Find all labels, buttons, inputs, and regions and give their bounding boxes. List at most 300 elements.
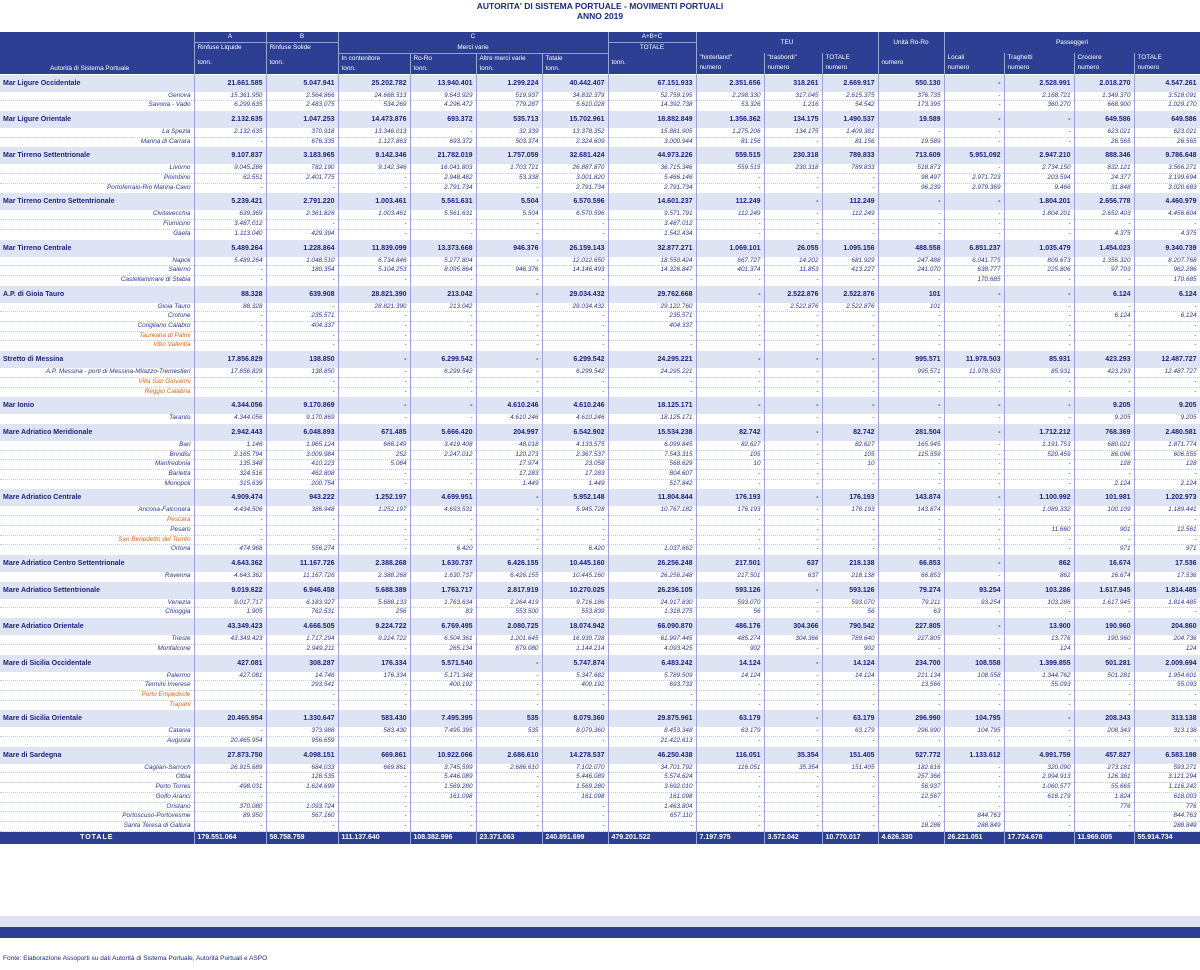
value-cell: 6.124 <box>1134 285 1200 303</box>
value-cell: 2.351.656 <box>696 74 764 92</box>
authority-name: Mare di Sardegna <box>0 746 194 764</box>
value-cell: - <box>1074 644 1134 654</box>
value-cell: 296.990 <box>878 727 944 736</box>
value-cell: 81.156 <box>696 137 764 147</box>
value-cell: 9.205 <box>1074 397 1134 415</box>
value-cell: 63.179 <box>822 727 878 736</box>
value-cell: - <box>822 275 878 285</box>
value-cell: - <box>542 341 608 351</box>
value-cell: - <box>944 387 1004 397</box>
total-cell: 55.914.734 <box>1134 831 1200 844</box>
value-cell: - <box>764 545 822 555</box>
value-cell: 404.337 <box>608 322 696 332</box>
value-cell: 556.274 <box>266 545 338 555</box>
value-cell: - <box>1004 470 1074 480</box>
value-cell: - <box>878 690 944 700</box>
value-cell: 1.624.699 <box>266 783 338 793</box>
value-cell: - <box>1004 608 1074 618</box>
port-name: Venezia <box>0 599 194 608</box>
value-cell: 252 <box>338 450 410 460</box>
value-cell: - <box>878 644 944 654</box>
value-cell: 4.344.056 <box>194 414 266 423</box>
value-cell: 63.179 <box>822 710 878 728</box>
value-cell: 62.551 <box>194 174 266 184</box>
value-cell: - <box>764 489 822 507</box>
footer-spacer <box>0 916 1200 927</box>
value-cell: - <box>878 387 944 397</box>
value-cell: - <box>338 174 410 184</box>
value-cell: - <box>338 516 410 526</box>
value-cell: 85.931 <box>1004 351 1074 369</box>
value-cell: - <box>764 183 822 193</box>
value-cell: - <box>194 377 266 387</box>
value-cell: - <box>476 525 542 535</box>
value-cell: - <box>266 303 338 312</box>
value-cell: - <box>944 555 1004 573</box>
value-cell: - <box>1074 341 1134 351</box>
port-row <box>0 608 1200 618</box>
value-cell: 55.093 <box>1134 681 1200 691</box>
value-cell: - <box>1134 516 1200 526</box>
value-cell: - <box>542 312 608 322</box>
footer-band <box>0 927 1200 938</box>
value-cell: 3.518.091 <box>1134 92 1200 101</box>
value-cell: - <box>476 821 542 831</box>
value-cell: 304.366 <box>764 618 822 636</box>
value-cell: - <box>764 516 822 526</box>
value-cell: 3.487.012 <box>194 220 266 230</box>
value-cell: 200.754 <box>266 479 338 489</box>
value-cell: 82.742 <box>696 423 764 441</box>
value-cell: 668.900 <box>1074 101 1134 111</box>
value-cell: 902 <box>822 644 878 654</box>
value-cell: 112.249 <box>696 210 764 219</box>
value-cell: - <box>410 414 476 423</box>
value-cell: 2.669.917 <box>822 74 878 92</box>
value-cell: 135.348 <box>194 460 266 470</box>
value-cell: 498.031 <box>194 783 266 793</box>
value-cell: 182.616 <box>878 764 944 773</box>
value-cell: - <box>764 220 822 230</box>
value-cell: 3.692.010 <box>608 783 696 793</box>
value-cell: 1.449 <box>542 479 608 489</box>
value-cell: - <box>764 470 822 480</box>
col-name-4: Altre merci varie tonn. <box>476 53 542 74</box>
value-cell: - <box>476 368 542 377</box>
value-cell: 4.991.759 <box>1004 746 1074 764</box>
value-cell: - <box>764 792 822 802</box>
value-cell: 517.842 <box>608 479 696 489</box>
value-cell: - <box>338 183 410 193</box>
value-cell: - <box>410 331 476 341</box>
report-title: AUTORITA' DI SISTEMA PORTUALE - MOVIMENTI PORTUALI <box>476 1 724 11</box>
value-cell: 6.299.542 <box>542 351 608 369</box>
value-cell: 1.048.510 <box>266 257 338 266</box>
port-name: Catania <box>0 727 194 736</box>
value-cell: - <box>944 441 1004 450</box>
col-group-a: A <box>194 32 266 43</box>
value-cell: - <box>696 183 764 193</box>
value-cell: 3.000.944 <box>608 137 696 147</box>
value-cell: 5.239.421 <box>194 193 266 211</box>
value-cell: - <box>696 331 764 341</box>
value-cell: - <box>1004 322 1074 332</box>
value-cell: 176.193 <box>822 506 878 515</box>
value-cell: - <box>696 303 764 312</box>
value-cell: 96.239 <box>878 183 944 193</box>
value-cell: 79.211 <box>878 599 944 608</box>
value-cell: 16.674 <box>1074 555 1134 573</box>
value-cell: 3.487.012 <box>608 220 696 230</box>
authority-name: Mar Ligure Occidentale <box>0 74 194 92</box>
value-cell: 1.871.774 <box>1134 441 1200 450</box>
value-cell: - <box>878 275 944 285</box>
value-cell: - <box>822 220 878 230</box>
value-cell: - <box>696 368 764 377</box>
value-cell: 112.249 <box>696 193 764 211</box>
value-cell: - <box>338 773 410 783</box>
value-cell: - <box>696 387 764 397</box>
value-cell: 862 <box>1004 572 1074 581</box>
value-cell: - <box>1134 470 1200 480</box>
port-name: Pescara <box>0 516 194 526</box>
value-cell: 180.354 <box>266 266 338 276</box>
value-cell: 7.495.395 <box>410 727 476 736</box>
value-cell: - <box>822 783 878 793</box>
col-name-1: Rinfuse Solide <box>266 43 338 54</box>
value-cell: 247.488 <box>878 257 944 266</box>
value-cell: 667.727 <box>696 257 764 266</box>
value-cell: - <box>764 387 822 397</box>
col-group-b: B <box>266 32 338 43</box>
value-cell: - <box>1004 275 1074 285</box>
value-cell: 400.192 <box>410 681 476 691</box>
value-cell: 1.617.945 <box>1074 599 1134 608</box>
value-cell: 218.138 <box>822 572 878 581</box>
port-name: Marina di Carrara <box>0 137 194 147</box>
port-row <box>0 812 1200 822</box>
total-cell: 26.221.051 <box>944 831 1004 844</box>
value-cell: - <box>764 193 822 211</box>
value-cell: - <box>878 312 944 322</box>
value-cell: - <box>944 164 1004 173</box>
value-cell: - <box>822 802 878 812</box>
value-cell: - <box>194 690 266 700</box>
value-cell: 17.536 <box>1134 572 1200 581</box>
value-cell: 5.489.264 <box>194 257 266 266</box>
value-cell: 680.021 <box>1074 441 1134 450</box>
value-cell: 116.051 <box>696 746 764 764</box>
value-cell: 2.165.794 <box>194 450 266 460</box>
value-cell: 8.079.360 <box>542 727 608 736</box>
value-cell: - <box>476 303 542 312</box>
value-cell: - <box>944 285 1004 303</box>
value-cell: 6.299.635 <box>194 101 266 111</box>
value-cell: 24.668.513 <box>338 92 410 101</box>
value-cell: 971 <box>1074 545 1134 555</box>
value-cell: - <box>878 545 944 555</box>
value-cell: 5.171.348 <box>410 672 476 681</box>
value-cell: - <box>878 220 944 230</box>
value-cell: 618.003 <box>1134 792 1200 802</box>
unit-6: tonn. <box>608 53 696 74</box>
value-cell: - <box>266 341 338 351</box>
port-name: Corigliano Calabro <box>0 322 194 332</box>
value-cell: - <box>1004 331 1074 341</box>
value-cell: 2.994.913 <box>1004 773 1074 783</box>
value-cell: 161.098 <box>608 792 696 802</box>
value-cell: 4.098.151 <box>266 746 338 764</box>
value-cell: 170.685 <box>944 275 1004 285</box>
port-name: Palermo <box>0 672 194 681</box>
value-cell: 204.736 <box>1134 635 1200 644</box>
port-row <box>0 164 1200 173</box>
value-cell: 593.070 <box>696 599 764 608</box>
value-cell: 26.565 <box>1134 137 1200 147</box>
value-cell: - <box>944 110 1004 128</box>
value-cell: - <box>764 525 822 535</box>
value-cell: - <box>542 229 608 239</box>
value-cell: 9.142.346 <box>338 164 410 173</box>
value-cell: 6.124 <box>1134 312 1200 322</box>
value-cell: - <box>764 783 822 793</box>
value-cell: 35.354 <box>764 764 822 773</box>
value-cell: - <box>764 322 822 332</box>
port-name: Manfredonia <box>0 460 194 470</box>
value-cell: 227.805 <box>878 618 944 636</box>
value-cell: - <box>944 210 1004 219</box>
port-row <box>0 545 1200 555</box>
value-cell: 14.124 <box>822 654 878 672</box>
port-row <box>0 450 1200 460</box>
value-cell: 17.856.829 <box>194 351 266 369</box>
authority-name: Mare di Sicilia Occidentale <box>0 654 194 672</box>
value-cell: - <box>696 229 764 239</box>
authority-row <box>0 74 1200 92</box>
value-cell: 63.179 <box>696 727 764 736</box>
value-cell: 217.501 <box>696 555 764 573</box>
value-cell: 5.688.389 <box>338 581 410 599</box>
value-cell: 53.326 <box>696 101 764 111</box>
value-cell: 14.124 <box>696 654 764 672</box>
value-cell: - <box>476 377 542 387</box>
value-cell: 2.080.725 <box>476 618 542 636</box>
port-name: Porto Torres <box>0 783 194 793</box>
value-cell: - <box>822 351 878 369</box>
value-cell: - <box>194 535 266 545</box>
port-name: Genova <box>0 92 194 101</box>
value-cell: 1.029.170 <box>1134 101 1200 111</box>
value-cell: - <box>338 322 410 332</box>
authority-row <box>0 147 1200 165</box>
value-cell: 623.021 <box>1134 128 1200 137</box>
value-cell: 1.814.485 <box>1134 599 1200 608</box>
authority-name: Stretto di Messina <box>0 351 194 369</box>
port-name: Santa Teresa di Gallura <box>0 821 194 831</box>
value-cell: 410.223 <box>266 460 338 470</box>
value-cell: - <box>944 193 1004 211</box>
col-totale-abc: TOTALE <box>608 43 696 54</box>
value-cell: - <box>410 128 476 137</box>
port-row <box>0 681 1200 691</box>
value-cell: - <box>822 773 878 783</box>
value-cell: 82.627 <box>822 441 878 450</box>
value-cell: 3.121.294 <box>1134 773 1200 783</box>
port-name: Napoli <box>0 257 194 266</box>
authority-name: Mare di Sicilia Orientale <box>0 710 194 728</box>
value-cell: 2.132.635 <box>194 128 266 137</box>
value-cell: 1.095.156 <box>822 239 878 257</box>
source-note: Fonte: Elaborazione Assoporti su dati Autorità di Sistema Portuale, Autorità Portuali e ASPO <box>3 955 268 962</box>
value-cell: 318.261 <box>764 74 822 92</box>
unit-1: tonn. <box>266 53 338 74</box>
value-cell: 256 <box>338 608 410 618</box>
value-cell: - <box>608 377 696 387</box>
value-cell: - <box>764 441 822 450</box>
value-cell: 17.283 <box>542 470 608 480</box>
value-cell: - <box>696 397 764 415</box>
authority-name: Mar Tirreno Settentrionale <box>0 147 194 165</box>
value-cell: - <box>764 137 822 147</box>
port-name: Taureana di Palmi <box>0 331 194 341</box>
value-cell: - <box>764 608 822 618</box>
value-cell: - <box>944 545 1004 555</box>
value-cell: - <box>878 535 944 545</box>
value-cell: 18.125.171 <box>608 397 696 415</box>
value-cell: 3.001.820 <box>542 174 608 184</box>
value-cell: 2.009.694 <box>1134 654 1200 672</box>
value-cell: 108.558 <box>944 672 1004 681</box>
value-cell: 13.776 <box>1004 635 1074 644</box>
value-cell: - <box>1074 516 1134 526</box>
value-cell: 9.643.929 <box>410 92 476 101</box>
value-cell: 128.535 <box>266 773 338 783</box>
value-cell: - <box>542 322 608 332</box>
total-cell: 23.371.063 <box>476 831 542 844</box>
total-label: TOTALE <box>0 831 194 844</box>
value-cell: 1.252.197 <box>338 506 410 515</box>
value-cell: 9.716.186 <box>542 599 608 608</box>
value-cell: 28.821.390 <box>338 285 410 303</box>
value-cell: - <box>338 387 410 397</box>
value-cell: 6.734.846 <box>338 257 410 266</box>
value-cell: 10.922.066 <box>410 746 476 764</box>
value-cell: 2.686.610 <box>476 746 542 764</box>
value-cell: - <box>1134 737 1200 747</box>
port-row <box>0 727 1200 736</box>
value-cell: - <box>194 331 266 341</box>
value-cell: 3.566.271 <box>1134 164 1200 173</box>
value-cell: 1.463.804 <box>608 802 696 812</box>
value-cell: 10.445.160 <box>542 572 608 581</box>
value-cell: 2.367.537 <box>542 450 608 460</box>
value-cell: - <box>476 654 542 672</box>
value-cell: - <box>476 312 542 322</box>
authority-row <box>0 397 1200 415</box>
value-cell: 862 <box>1004 555 1074 573</box>
value-cell: 4.434.506 <box>194 506 266 515</box>
value-cell: 53.338 <box>476 174 542 184</box>
port-name: Chioggia <box>0 608 194 618</box>
value-cell: - <box>696 812 764 822</box>
port-row <box>0 303 1200 312</box>
value-cell: 14.392.738 <box>608 101 696 111</box>
value-cell: - <box>194 183 266 193</box>
value-cell: 1.202.973 <box>1134 489 1200 507</box>
value-cell: 401.374 <box>696 266 764 276</box>
value-cell: - <box>608 535 696 545</box>
value-cell: 943.222 <box>266 489 338 507</box>
value-cell: 176.193 <box>696 489 764 507</box>
value-cell: - <box>1134 322 1200 332</box>
value-cell: - <box>410 479 476 489</box>
value-cell: - <box>542 387 608 397</box>
value-cell: 427.081 <box>194 654 266 672</box>
value-cell: - <box>608 525 696 535</box>
value-cell: 1.763.634 <box>410 599 476 608</box>
value-cell: - <box>1004 229 1074 239</box>
value-cell: - <box>338 545 410 555</box>
value-cell: - <box>944 516 1004 526</box>
value-cell: - <box>764 802 822 812</box>
value-cell: 108.558 <box>944 654 1004 672</box>
port-row <box>0 644 1200 654</box>
value-cell: 4.666.505 <box>266 618 338 636</box>
value-cell: - <box>338 275 410 285</box>
value-cell: 3.199.694 <box>1134 174 1200 184</box>
value-cell: 13.346.013 <box>338 128 410 137</box>
value-cell: 9.224.722 <box>338 618 410 636</box>
value-cell: - <box>822 341 878 351</box>
value-cell: 13.940.401 <box>410 74 476 92</box>
value-cell: 176.334 <box>338 654 410 672</box>
value-cell: - <box>338 821 410 831</box>
value-cell: - <box>764 450 822 460</box>
col-group-abc: A+B+C <box>608 32 696 43</box>
value-cell: 559.515 <box>696 147 764 165</box>
value-cell: 1.069.101 <box>696 239 764 257</box>
value-cell: 12.561 <box>1134 525 1200 535</box>
value-cell: 8.079.360 <box>542 710 608 728</box>
value-cell: - <box>1074 377 1134 387</box>
value-cell: 657.110 <box>608 812 696 822</box>
value-cell: - <box>476 489 542 507</box>
value-cell: 8.453.348 <box>608 727 696 736</box>
value-cell: - <box>944 322 1004 332</box>
value-cell: 31.848 <box>1074 183 1134 193</box>
value-cell: 124 <box>1004 644 1074 654</box>
value-cell: 768.369 <box>1074 423 1134 441</box>
value-cell: - <box>696 414 764 423</box>
value-cell: 6.946.458 <box>266 581 338 599</box>
value-cell: 2.615.375 <box>822 92 878 101</box>
value-cell: 1.349.370 <box>1074 92 1134 101</box>
value-cell: 1.569.280 <box>410 783 476 793</box>
value-cell: 4.133.575 <box>542 441 608 450</box>
value-cell: - <box>822 174 878 184</box>
value-cell: 204.860 <box>1134 618 1200 636</box>
value-cell: - <box>1134 608 1200 618</box>
port-name: Savona - Vado <box>0 101 194 111</box>
value-cell: 9.142.346 <box>338 147 410 165</box>
value-cell: 55.093 <box>1004 681 1074 691</box>
value-cell: 4.093.425 <box>608 644 696 654</box>
port-name: Oristano <box>0 802 194 812</box>
value-cell: - <box>822 368 878 377</box>
value-cell: - <box>822 331 878 341</box>
port-row <box>0 535 1200 545</box>
port-row <box>0 183 1200 193</box>
